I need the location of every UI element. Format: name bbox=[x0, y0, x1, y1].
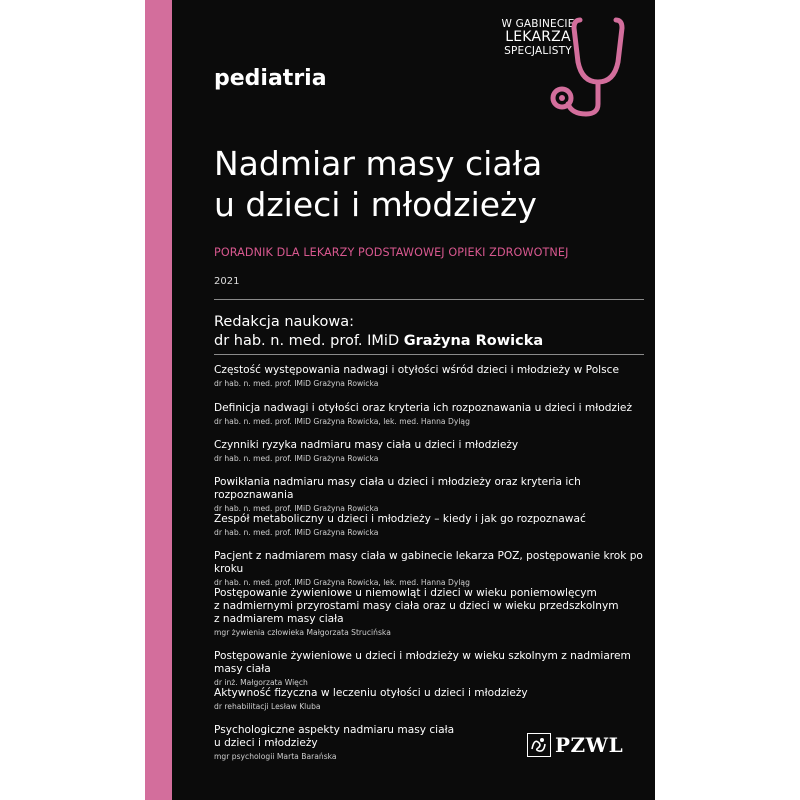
chapter-authors: dr hab. n. med. prof. IMiD Grażyna Rowicka bbox=[214, 504, 379, 513]
book-subtitle: PORADNIK DLA LEKARZY PODSTAWOWEJ OPIEKI ZDROWOTNEJ bbox=[214, 246, 569, 259]
editor-name: Grażyna Rowicka bbox=[403, 333, 544, 349]
title-line-1: Nadmiar masy ciała bbox=[214, 144, 543, 183]
chapter-title: Czynniki ryzyka nadmiaru masy ciała u dzieci i młodzieży bbox=[214, 439, 519, 451]
chapter-authors: dr hab. n. med. prof. IMiD Grażyna Rowicka, lek. med. Hanna Dyląg bbox=[214, 417, 470, 426]
chapter-authors: mgr psychologii Marta Barańska bbox=[214, 752, 337, 761]
editor-title: dr hab. n. med. prof. IMiD bbox=[214, 333, 400, 349]
publisher-mark bbox=[527, 732, 623, 758]
toc-item bbox=[214, 476, 644, 514]
publisher-name: PZWL bbox=[555, 733, 624, 757]
stethoscope-icon bbox=[530, 12, 640, 122]
pink-spine-stripe bbox=[145, 0, 172, 800]
chapter-title: Częstość występowania nadwagi i otyłości wśród dzieci i młodzieży w Polsce bbox=[214, 364, 619, 376]
toc-item bbox=[214, 587, 644, 638]
chapter-authors: dr hab. n. med. prof. IMiD Grażyna Rowicka bbox=[214, 454, 379, 463]
toc-item bbox=[214, 550, 644, 588]
toc-item bbox=[214, 650, 644, 688]
chapter-title: Postępowanie żywieniowe u dzieci i młodzieży w wieku szkolnym z nadmiarem masy ciała bbox=[214, 650, 631, 675]
chapter-authors: mgr żywienia człowieka Małgorzata Strucińska bbox=[214, 628, 391, 637]
editor-line bbox=[214, 332, 543, 351]
chapter-authors: dr inż. Małgorzata Więch bbox=[214, 678, 308, 687]
chapter-authors: dr hab. n. med. prof. IMiD Grażyna Rowicka bbox=[214, 528, 379, 537]
title-line-2: u dzieci i młodzieży bbox=[214, 185, 537, 224]
series-line-1: W GABINECIE bbox=[501, 18, 575, 30]
toc-item bbox=[214, 439, 644, 464]
chapter-title: Postępowanie żywieniowe u niemowląt i dzieci w wieku poniemowlęcym z nadmiernymi przyrostami masy ciała oraz u dzieci w wieku przedszkolnym z nadmiarem masy ciała bbox=[214, 587, 619, 625]
chapter-title: Zespół metaboliczny u dzieci i młodzieży – kiedy i jak go rozpoznawać bbox=[214, 513, 586, 525]
chapter-title: Pacjent z nadmiarem masy ciała w gabinecie lekarza POZ, postępowanie krok po kroku bbox=[214, 550, 643, 575]
chapter-title: Powikłania nadmiaru masy ciała u dzieci i młodzieży oraz kryteria ich rozpoznawania bbox=[214, 476, 581, 501]
toc-item bbox=[214, 364, 644, 389]
chapter-authors: dr hab. n. med. prof. IMiD Grażyna Rowicka bbox=[214, 379, 379, 388]
divider-bottom bbox=[214, 354, 644, 355]
editor-block bbox=[214, 313, 543, 351]
publication-year: 2021 bbox=[214, 276, 240, 287]
book-title bbox=[214, 143, 634, 225]
editor-label: Redakcja naukowa: bbox=[214, 314, 354, 330]
chapter-title: Aktywność fizyczna w leczeniu otyłości u dzieci i młodzieży bbox=[214, 687, 528, 699]
series-line-3: SPECJALISTY bbox=[504, 45, 572, 57]
chapter-title: Psychologiczne aspekty nadmiaru masy ciała u dzieci i młodzieży bbox=[214, 724, 455, 749]
toc-item bbox=[214, 687, 644, 712]
toc-item bbox=[214, 402, 644, 427]
category-label: pediatria bbox=[214, 66, 327, 91]
chapter-authors: dr hab. n. med. prof. IMiD Grażyna Rowicka, lek. med. Hanna Dyląg bbox=[214, 578, 470, 587]
chapter-title: Definicja nadwagi i otyłości oraz kryteria ich rozpoznawania u dzieci i młodzież bbox=[214, 402, 633, 414]
toc-item bbox=[214, 513, 644, 538]
series-line-2: LEKARZA bbox=[505, 29, 571, 45]
divider-top bbox=[214, 299, 644, 300]
chapter-authors: dr rehabilitacji Lesław Kluba bbox=[214, 702, 321, 711]
pzwl-logo bbox=[527, 733, 551, 757]
